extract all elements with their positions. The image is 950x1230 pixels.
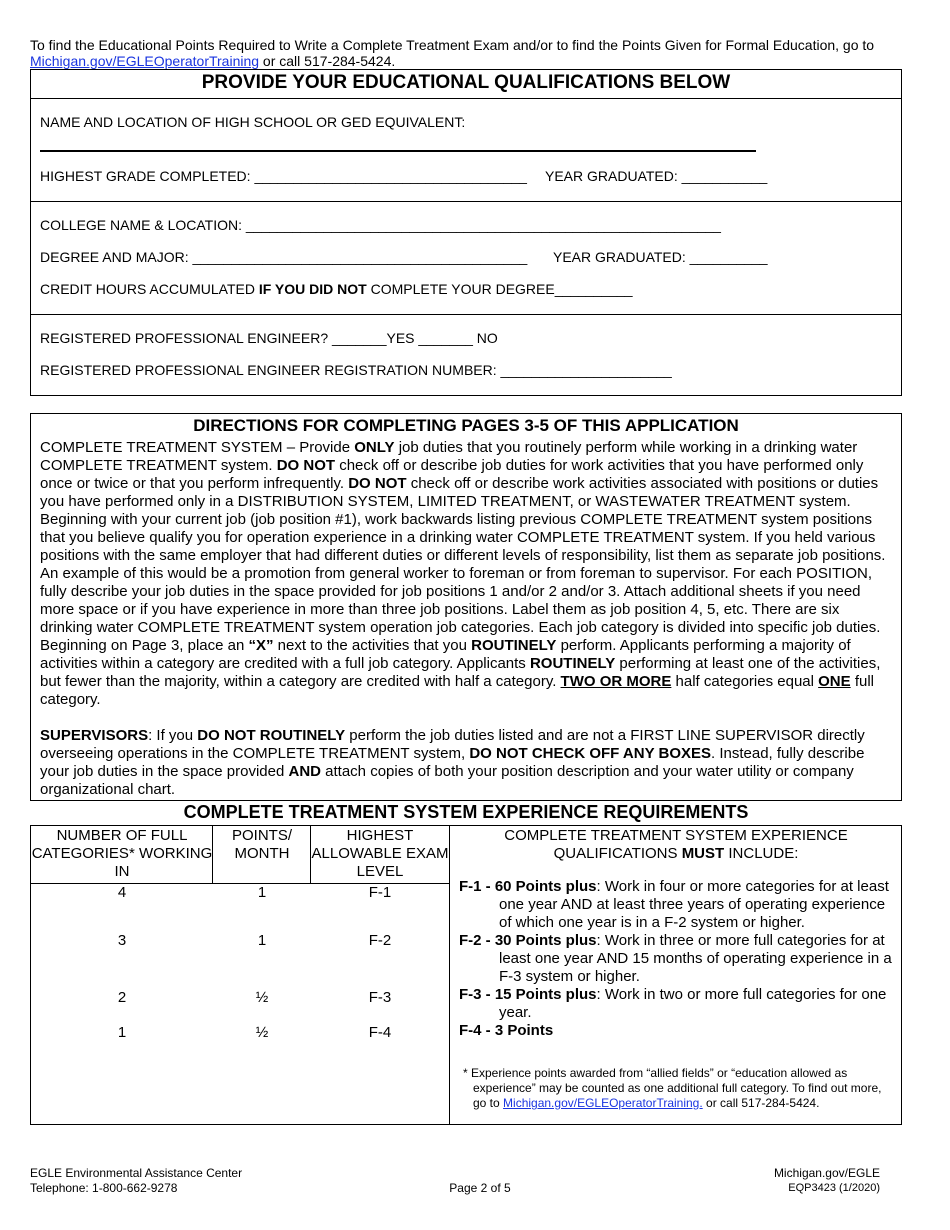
college-year-graduated-field[interactable]: YEAR GRADUATED: __________	[553, 249, 768, 265]
column-divider	[212, 826, 213, 883]
column-divider	[310, 826, 311, 883]
pe-question-field[interactable]: REGISTERED PROFESSIONAL ENGINEER? _______YES _______ NO	[40, 330, 498, 346]
directions-section	[30, 413, 902, 801]
header-categories: NUMBER OF FULL CATEGORIES* WORKING IN	[31, 827, 213, 880]
footer-phone: Telephone: 1-800-662-9278	[30, 1181, 178, 1195]
row-categories: 1	[117, 1024, 127, 1041]
footer-site: Michigan.gov/EGLE	[773, 1166, 880, 1180]
directions-title: DIRECTIONS FOR COMPLETING PAGES 3-5 OF THIS APPLICATION	[193, 416, 739, 435]
row-level: F-1	[368, 884, 392, 901]
intro-text: To find the Educational Points Required to Write a Complete Treatment Exam and/or to find the Points Given for Formal Education, go to Michigan.gov/EGLEOperatorTraining or call 517-284-5424.	[30, 37, 875, 69]
footer-left	[30, 1166, 242, 1196]
header-qualifications: COMPLETE TREATMENT SYSTEM EXPERIENCE QUALIFICATIONS MUST INCLUDE:	[504, 827, 848, 862]
row-level: F-3	[368, 989, 392, 1006]
footer-org: EGLE Environmental Assistance Center	[30, 1166, 243, 1180]
divider	[31, 201, 901, 202]
row-points: ½	[255, 1024, 269, 1041]
qualification-item: F-3 - 15 Points plus: Work in two or more full categories for one year.	[459, 986, 887, 1021]
footnote: * Experience points awarded from “allied fields” or “education allowed as experience” may be counted as one additional full category. To find out more, go to Michigan.gov/EGLEOperatorTraining. or call 517-284-5424.	[463, 1066, 882, 1110]
high-school-label: NAME AND LOCATION OF HIGH SCHOOL OR GED EQUIVALENT:	[40, 114, 466, 130]
row-level: F-2	[368, 932, 392, 949]
credit-hours-field[interactable]: CREDIT HOURS ACCUMULATED IF YOU DID NOT COMPLETE YOUR DEGREE__________	[40, 281, 633, 297]
row-categories: 3	[117, 932, 127, 949]
education-title: PROVIDE YOUR EDUCATIONAL QUALIFICATIONS BELOW	[31, 70, 901, 99]
row-points: 1	[257, 932, 267, 949]
row-points: ½	[255, 989, 269, 1006]
highest-grade-field[interactable]: HIGHEST GRADE COMPLETED: ___________________________________	[40, 168, 527, 184]
degree-major-field[interactable]: DEGREE AND MAJOR: ___________________________________________	[40, 249, 528, 265]
row-level: F-4	[368, 1024, 392, 1041]
hs-year-graduated-field[interactable]: YEAR GRADUATED: ___________	[545, 168, 768, 184]
education-section	[30, 69, 902, 396]
footnote-link[interactable]: Michigan.gov/EGLEOperatorTraining.	[503, 1096, 703, 1110]
college-field[interactable]: COLLEGE NAME & LOCATION: _____________________________________________________________	[40, 217, 721, 233]
high-school-field[interactable]	[40, 150, 756, 152]
column-divider	[449, 826, 450, 1124]
qualification-item: F-1 - 60 Points plus: Work in four or more categories for at least one year AND at least three years of operating experience of which one year is in a F-2 system or higher.	[459, 878, 889, 931]
divider	[31, 314, 901, 315]
qualifications-list	[459, 878, 899, 1040]
row-categories: 4	[117, 884, 127, 901]
supervisors-paragraph: SUPERVISORS: If you DO NOT ROUTINELY perform the job duties listed and are not a FIRST LINE SUPERVISOR directly overseeing operations in the COMPLETE TREATMENT system, DO NOT CHECK OFF ANY BOXES. Instead, fully describe your job duties in the space provided AND attach copies of both your position description and your water utility or company organizational chart.	[40, 727, 865, 798]
operator-training-link[interactable]: Michigan.gov/EGLEOperatorTraining	[30, 53, 260, 69]
pe-registration-number-field[interactable]: REGISTERED PROFESSIONAL ENGINEER REGISTRATION NUMBER: ______________________	[40, 362, 672, 378]
directions-paragraph: COMPLETE TREATMENT SYSTEM – Provide ONLY job duties that you routinely perform while working in a drinking water COMPLETE TREATMENT system. DO NOT check off or describe job duties for work activities that you have performed only once or twice or that you perform infrequently. DO NOT check off or describe work activities associated with positions or duties you have performed only in a DISTRIBUTION SYSTEM, LIMITED TREATMENT, or WASTEWATER TREATMENT system. Beginning with your current job (job position #1), work backwards listing previous COMPLETE TREATMENT system positions that you believe qualify you for operation experience in a drinking water COMPLETE TREATMENT system. If you held various positions with the same employer that had different duties or different levels of responsibility, list them as separate job positions. An example of this would be a promotion from general worker to foreman or from foreman to supervisor. For each POSITION, fully describe your job duties in the space provided for job positions 1 and/or 2 and/or 3. Attach additional sheets if you need more space or if you have experience in more than three job positions. Label them as job position 4, 5, etc. There are six drinking water COMPLETE TREATMENT system operation job categories. Each job category is divided into specific job duties. Beginning on Page 3, place an “X” next to the activities that you ROUTINELY perform. Applicants performing a majority of activities within a category are credited with a full job category. Applicants ROUTINELY performing at least one of the activities, but fewer than the majority, within a category are credited with half a category. TWO OR MORE half categories equal ONE full category.	[40, 439, 886, 708]
row-points: 1	[257, 884, 267, 901]
requirements-title: COMPLETE TREATMENT SYSTEM EXPERIENCE REQUIREMENTS	[183, 802, 749, 822]
form-number: EQP3423 (1/2020)	[788, 1182, 880, 1194]
page-number: Page 2 of 5	[449, 1181, 511, 1195]
row-categories: 2	[117, 989, 127, 1006]
qualification-item: F-4 - 3 Points	[459, 1022, 554, 1039]
requirements-table	[30, 825, 902, 1125]
qualification-item: F-2 - 30 Points plus: Work in three or more full categories for at least one year AND 15 months of operating experience in a F-3 system or higher.	[459, 932, 892, 985]
header-points: POINTS/ MONTH	[231, 827, 292, 862]
header-level: HIGHEST ALLOWABLE EXAM LEVEL	[311, 827, 449, 880]
footer-right	[680, 1166, 880, 1196]
